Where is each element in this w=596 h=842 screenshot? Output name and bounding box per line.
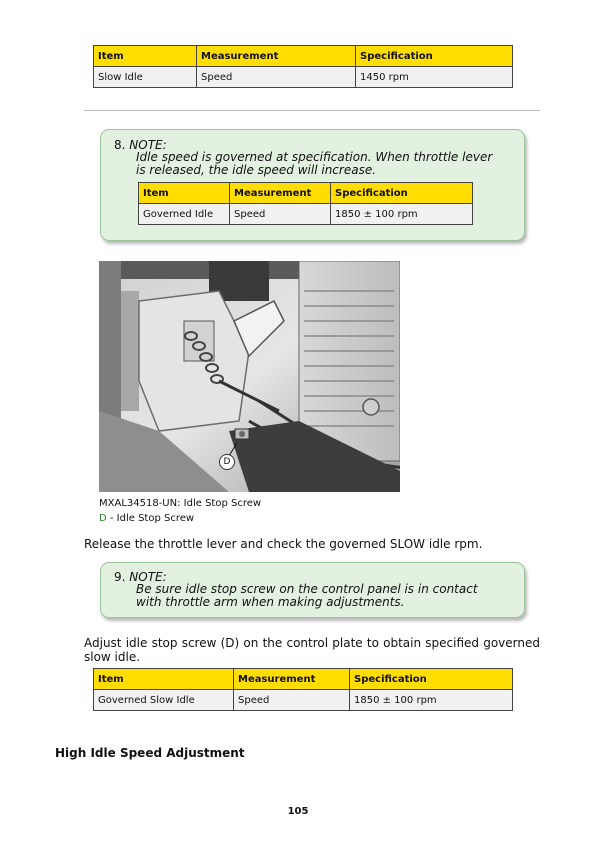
note-box-8 — [100, 129, 525, 241]
instruction-paragraph: Adjust idle stop screw (D) on the control plate to obtain specified governed slow idle. — [84, 636, 540, 664]
table-header-measurement: Measurement — [234, 669, 350, 690]
legend-text: - Idle Stop Screw — [106, 513, 195, 524]
table-cell-measurement: Speed — [230, 204, 331, 225]
table-header-measurement: Measurement — [230, 183, 331, 204]
note-box-9 — [100, 562, 525, 618]
table-cell-measurement: Speed — [197, 67, 356, 88]
table-header-specification: Specification — [350, 669, 513, 690]
table-header-specification: Specification — [356, 46, 513, 67]
section-heading: High Idle Speed Adjustment — [55, 746, 245, 760]
callout-d: D — [219, 454, 235, 470]
table-row — [139, 204, 473, 225]
table-cell-measurement: Speed — [234, 690, 350, 711]
table-header-measurement: Measurement — [197, 46, 356, 67]
figure-caption: MXAL34518-UN: Idle Stop Screw — [99, 498, 262, 509]
table-cell-specification: 1450 rpm — [356, 67, 513, 88]
table-header-item: Item — [139, 183, 230, 204]
note-label: NOTE: — [129, 570, 167, 584]
instruction-paragraph: Release the throttle lever and check the governed SLOW idle rpm. — [84, 537, 483, 551]
table-header-item: Item — [94, 46, 197, 67]
spec-table-slow-idle — [93, 45, 513, 88]
table-cell-item: Slow Idle — [94, 67, 197, 88]
note-number: 8. — [114, 138, 126, 152]
table-cell-item: Governed Slow Idle — [94, 690, 234, 711]
table-cell-specification: 1850 ± 100 rpm — [350, 690, 513, 711]
table-row — [94, 67, 513, 88]
note-text: Be sure idle stop screw on the control panel is in contact with throttle arm when making adjustments. — [136, 582, 478, 609]
legend-letter: D — [99, 513, 107, 524]
spec-table-governed-idle — [138, 182, 473, 225]
table-row — [94, 690, 513, 711]
section-divider — [84, 110, 540, 111]
page-number: 105 — [287, 806, 309, 817]
note-text: Idle speed is governed at specification. When throttle lever is released, the idle speed will increase. — [136, 150, 493, 177]
table-cell-specification: 1850 ± 100 rpm — [331, 204, 473, 225]
table-header-specification: Specification — [331, 183, 473, 204]
note-label: NOTE: — [129, 138, 167, 152]
spec-table-governed-slow-idle — [93, 668, 513, 711]
table-header-item: Item — [94, 669, 234, 690]
table-cell-item: Governed Idle — [139, 204, 230, 225]
idle-stop-screw-photo — [99, 261, 400, 492]
note-number: 9. — [114, 570, 126, 584]
photo-illustration — [99, 261, 400, 492]
figure-legend — [99, 513, 194, 524]
